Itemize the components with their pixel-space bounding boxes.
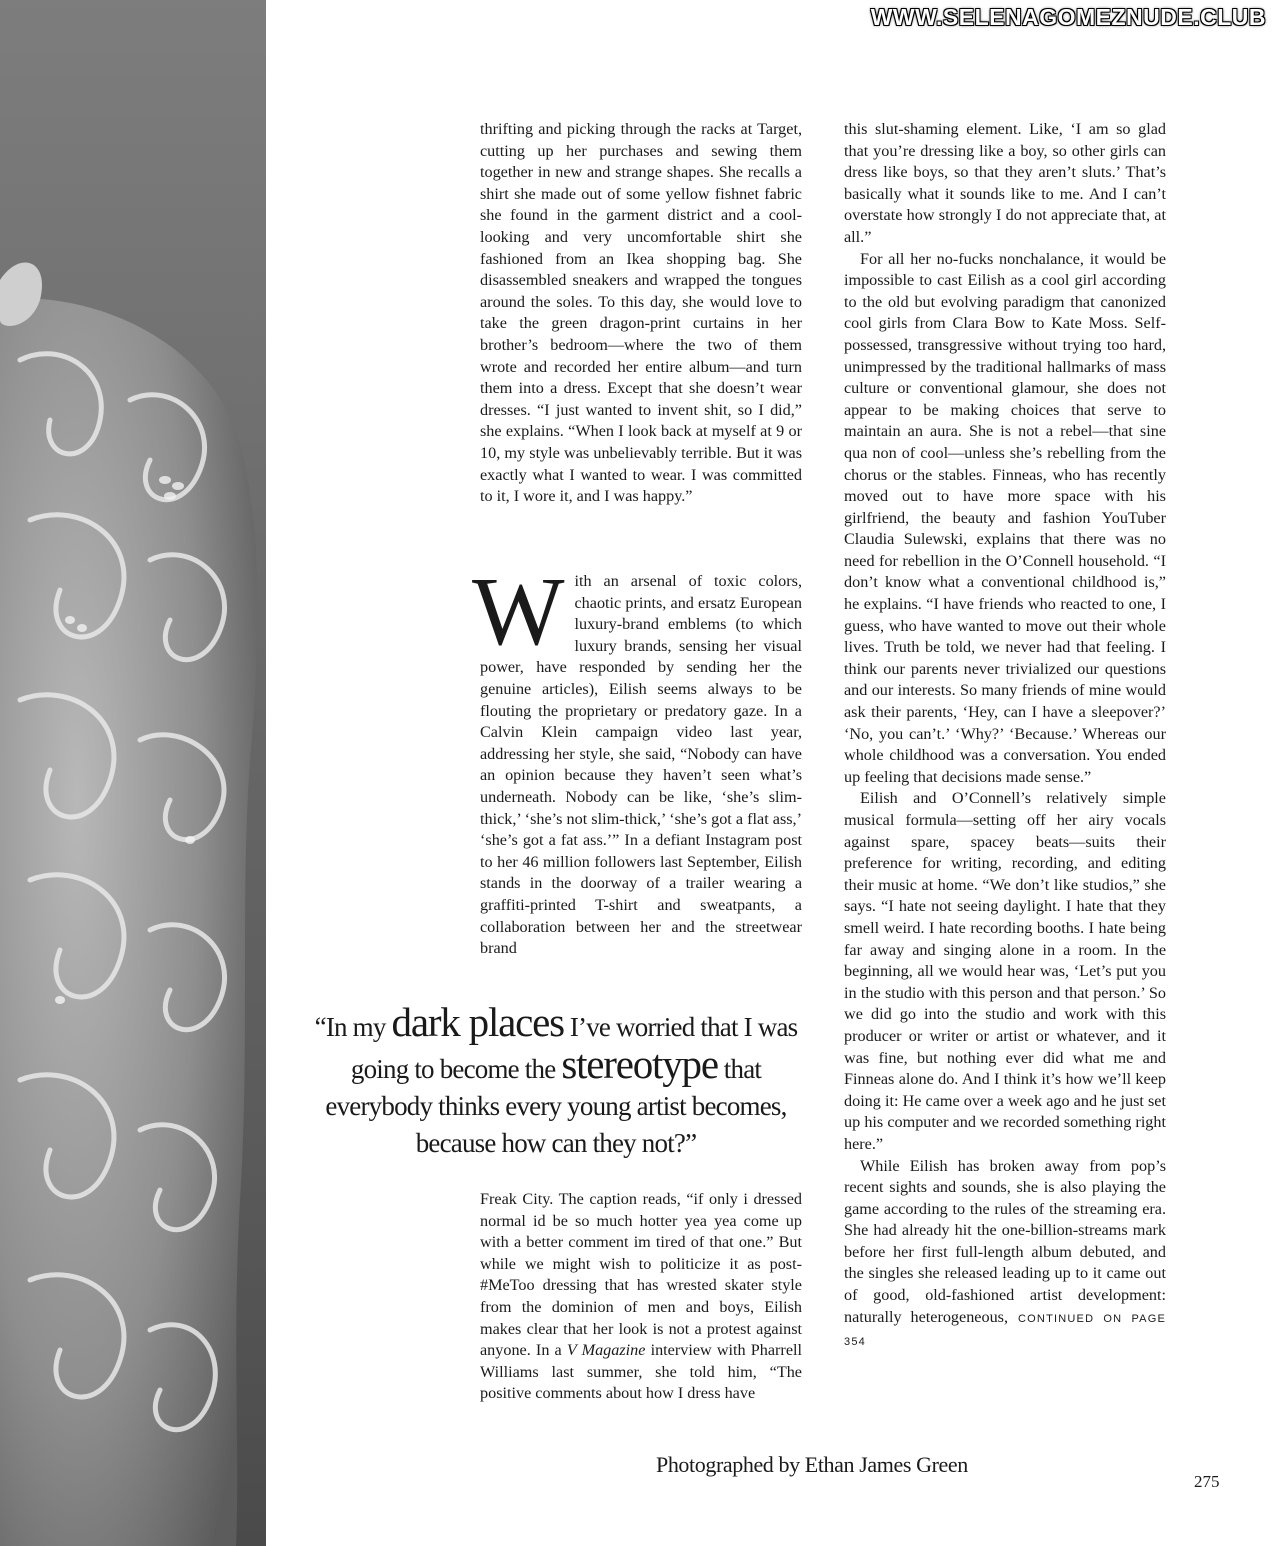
magazine-title: V Magazine xyxy=(566,1341,646,1360)
lace-pattern-illustration xyxy=(0,0,266,1546)
paragraph-text: While Eilish has broken away from pop’s recent sights and sounds, she is also playing the game according to the rules of the streaming era. She had already hit the one-billion-streams mark before her first full-length album debuted, and the singles she released leading up to it came out of good, old-fashioned artist development: naturally heterogeneous, xyxy=(844,1156,1166,1326)
pullquote-emphasis-1: dark places xyxy=(391,999,564,1045)
body-paragraph-last xyxy=(844,1156,1166,1354)
pullquote-emphasis-2: stereotype xyxy=(561,1041,718,1087)
body-paragraph: this slut-shaming element. Like, ‘I am so glad that you’re dressing like a boy, so other girls can dress like boys, so that they aren’t sluts.’ That’s basically what it sounds like to me. And I can’t overstate how strongly I do not appreciate that, at all.” xyxy=(844,120,1166,246)
body-paragraph: thrifting and picking through the racks at Target, cutting up her purchases and sewing them together in new and strange shapes. She recalls a shirt she made out of some yellow fishnet fabric she found in the garment district and a cool-looking and very uncomfortable shirt she fashioned from an Ikea shopping bag. She disassembled sneakers and wrapped the tongues around the soles. To this day, she would love to take the green dragon-print curtains in her brother’s bedroom—where the two of them wrote and recorded her entire album—and turn them into a dress. Except that she doesn’t wear dresses. “I just wanted to invent shit, so I did,” she explains. “When I look back at myself at 9 or 10, my style was unbelievably terrible. But it was exactly what I wanted to wear. I was committed to it, I wore it, and I was happy.” xyxy=(480,120,802,506)
continued-on-page-label: CONTINUED ON PAGE 354 xyxy=(844,1312,1166,1349)
pullquote-part-2: I’ve worried that I was going to become the xyxy=(350,1012,798,1084)
article-column-left-middle xyxy=(472,558,802,960)
paragraph-text: interview with Pharrell Williams last summer, she told him, “The positive comments about how I dress have xyxy=(480,1341,803,1403)
paragraph-text: Freak City. The caption reads, “if only i dressed normal id be so much hotter yea yea come up with a better comment im tired of that one.” But while we might wish to politicize it as post-#MeToo dressing that has wrested skater style from the dominion of men and boys, Eilish makes clear that her look is not a protest against anyone. In a xyxy=(480,1190,802,1360)
pullquote-part-3: that everybody thinks every young artist becomes, because how can they not?” xyxy=(325,1054,787,1158)
pullquote-part-1: “In my xyxy=(314,1012,392,1042)
article-column-right xyxy=(844,119,1166,1354)
photo-credit: Photographed by Ethan James Green xyxy=(656,1452,968,1477)
lace-garment-photo xyxy=(0,0,266,1546)
pull-quote xyxy=(298,999,814,1162)
body-paragraph: For all her no-fucks nonchalance, it would be impossible to cast Eilish as a cool girl according to the old but evolving paradigm that canonized cool girls from Clara Bow to Kate Moss. Self-possessed, transgressive without trying too hard, unimpressed by the traditional hallmarks of mass culture or conventional glamour, she does not appear to be making choices that serve to maintain an aura. She is not a rebel—that sine qua non of cool—unless she’s rebelling from the chorus or the stables. Finneas, who has recently moved out to have more space with his girlfriend, the beauty and fashion YouTuber Claudia Sulewski, explains that there was no need for rebellion in the O’Connell household. “I don’t know what a conventional childhood is,” he explains. “I have friends who reacted to one, I guess, who have wanted to move out their whole lives. Truth be told, we never had that feeling. I think our parents never trivialized our questions and our interests. So many friends of mine would ask their parents, ‘Hey, can I have a sleepover?’ ‘No, you can’t.’ ‘Why?’ ‘Because.’ Whereas our whole childhood was a conversation. You ended up feeling that decisions made sense.” xyxy=(844,249,1166,786)
body-paragraph xyxy=(480,1189,802,1405)
body-paragraph-dropcap xyxy=(472,558,802,960)
dropcap-paragraph-text: ith an arsenal of toxic colors, chaotic prints, and ersatz European luxury-brand emblems (to which luxury brands, sensing her visual power, have responded by sending her the genuine articles), Eilish seems always to be flouting the proprietary or predatory gaze. In a Calvin Klein campaign video last year, addressing her style, she said, “Nobody can have an opinion because they haven’t seen what’s underneath. Nobody can be like, ‘she’s slim-thick,’ ‘she’s not slim-thick,’ ‘she’s got a flat ass,’ ‘she’s got a fat ass.’” In a defiant Instagram post to her 46 million followers last September, Eilish stands in the doorway of a trailer wearing a graffiti-printed T-shirt and sweatpants, a collaboration between her and the streetwear brand xyxy=(480,572,802,958)
drop-cap: W xyxy=(472,558,565,666)
body-paragraph: Eilish and O’Connell’s relatively simple musical formula—setting off her airy vocals against spare, spacey beats—suits their preference for writing, recording, and editing their music at home. “We don’t like studios,” she says. “I hate not seeing daylight. I hate that they smell weird. I hate recording booths. I hate being far away and singing alone in a room. In the beginning, all we would hear was, ‘Let’s put you in the studio with this person and that person.’ So we did go into the studio and work with this producer or writer or artist or whatever, and it was fine, but nothing ever did what me and Finneas alone do. And I think it’s how we’ll keep doing it: He came over a week ago and he just set up his computer and we recorded something right here.” xyxy=(844,789,1166,1153)
watermark-url: WWW.SELENAGOMEZNUDE.CLUB xyxy=(870,4,1266,30)
page-number: 275 xyxy=(1194,1472,1220,1491)
article-column-left-top xyxy=(480,119,802,508)
article-column-left-bottom xyxy=(480,1189,802,1405)
